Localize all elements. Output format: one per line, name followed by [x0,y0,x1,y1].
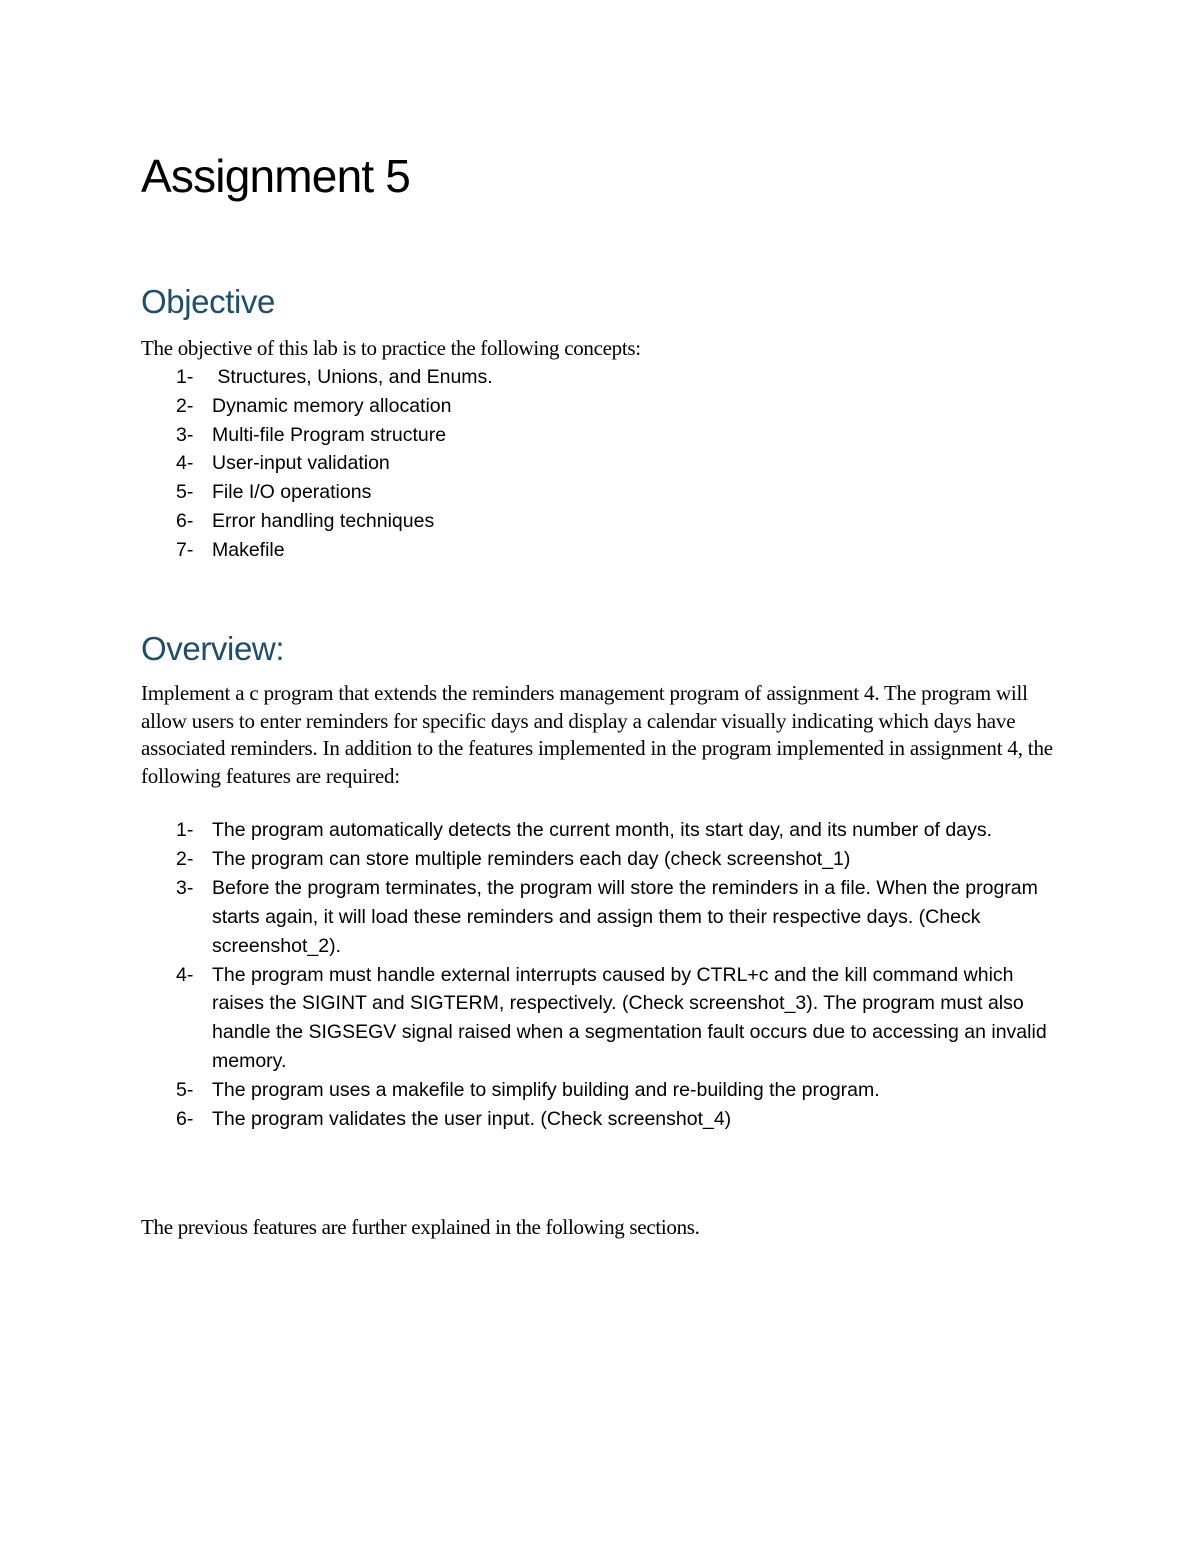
list-item-text: Error handling techniques [212,509,435,532]
list-item-number: 6- [176,509,194,532]
list-item-number: 6- [176,1108,194,1131]
overview-body: Implement a c program that extends the reminders management program of assignment 4. The program will allow users to enter reminders for specific days and display a calendar visually indicating which days have associated reminders. In addition to the features implemented in the program implemented in assignment 4, the following features are required: [141,681,1053,788]
list-item-number: 2- [176,394,194,417]
list-item [0,845,1047,874]
list-item [0,363,1047,392]
list-item-text: The program automatically detects the current month, its start day, and its number of days. [212,819,992,841]
list-item [0,874,1047,961]
list-item-number: 1- [176,366,194,388]
list-item-number: 1- [176,819,194,841]
overview-heading: Overview: [141,630,285,667]
list-item-number: 4- [176,452,194,475]
objective-list [0,363,1047,565]
list-item [0,536,1047,565]
list-item [0,392,1047,421]
document-title: Assignment 5 [141,150,411,202]
list-item-text: Multi-file Program structure [212,423,447,446]
list-item [0,961,1047,1077]
list-item [0,1105,1047,1134]
list-item-text: The program can store multiple reminders each day (check screenshot_1) [212,847,851,870]
list-item [0,816,1047,845]
list-item [0,1076,1047,1105]
list-item-number: 7- [176,538,194,561]
closing-text: The previous features are further explained in the following sections. [141,1215,700,1239]
list-item-number: 2- [176,847,194,870]
list-item-text: The program must handle external interrupts caused by CTRL+c and the kill command which raises the SIGINT and SIGTERM, respectively. (Check screenshot_3). The program must also handle the SIGSEGV signal raised when a segmentation fault occurs due to accessing an invalid memory. [212,963,1047,1073]
list-item-text: Before the program terminates, the program will store the reminders in a file. When the program starts again, it will load these reminders and assign them to their respective days. (Check screenshot_2). [212,876,1038,957]
list-item-text: Makefile [212,538,285,561]
list-item-number: 4- [176,963,194,986]
feature-list [0,816,1047,1134]
list-item-number: 3- [176,423,194,446]
list-item-text: Structures, Unions, and Enums. [212,366,493,388]
list-item [0,421,1047,450]
list-item-text: Dynamic memory allocation [212,394,452,417]
list-item-text: The program uses a makefile to simplify building and re-building the program. [212,1079,880,1102]
list-item [0,449,1047,478]
list-item [0,507,1047,536]
list-item-text: User-input validation [212,452,390,475]
list-item-text: File I/O operations [212,481,372,504]
list-item-text: The program validates the user input. (Check screenshot_4) [212,1108,732,1131]
list-item-number: 5- [176,481,194,504]
objective-heading: Objective [141,283,275,320]
list-item [0,478,1047,507]
list-item-number: 5- [176,1079,194,1102]
list-item-number: 3- [176,876,194,899]
objective-intro: The objective of this lab is to practice the following concepts: [141,336,641,360]
